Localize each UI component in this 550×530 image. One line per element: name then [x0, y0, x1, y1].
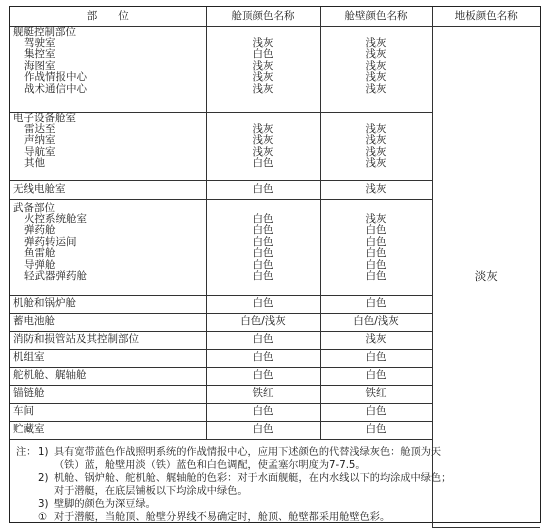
- top-color: 浅灰: [252, 82, 274, 95]
- item-name: 弹药转运间: [24, 235, 77, 248]
- top-color: 浅灰: [252, 59, 274, 72]
- part-name: 消防和损管站及其控制部位: [10, 331, 206, 349]
- wall-color: 浅灰: [320, 331, 432, 349]
- top-color: 白色: [252, 212, 274, 225]
- top-color: 白色: [252, 269, 274, 282]
- item-name: 鱼雷舱: [24, 247, 56, 260]
- part-name: 无线电舱室: [10, 180, 206, 199]
- item-name: 火控系统舱室: [24, 212, 87, 225]
- top-color: 浅灰: [252, 122, 274, 135]
- top-color: 浅灰: [252, 145, 274, 158]
- top-color-cell: [206, 199, 320, 295]
- part-name: 车间: [10, 403, 206, 421]
- note-text: 机舱、锅炉舱、舵机舱、艉轴舱的色彩：对于水面舰艇，在内水线以下的均涂成中绿色；: [54, 472, 452, 484]
- note-item: [16, 446, 536, 459]
- wall-color-cell: [320, 26, 432, 112]
- note-number: 1): [38, 446, 49, 458]
- note-item: [16, 511, 536, 524]
- note-text: 对于潜艇，当舱顶、舱壁分界线不易确定时，舱顶、舱壁都采用舱壁色彩。: [54, 511, 391, 523]
- item-name: 驾驶室: [24, 36, 56, 49]
- part-name: 舵机舱、艉轴舱: [10, 367, 206, 385]
- part-name: 机组室: [10, 349, 206, 367]
- header-wall-color: 舱壁颜色名称: [320, 7, 432, 26]
- top-color: 浅灰: [252, 134, 274, 147]
- wall-color: 白色: [365, 224, 387, 237]
- group-title: 电子设备舱室: [13, 111, 76, 124]
- wall-color: 浅灰: [365, 71, 387, 84]
- table-row: [10, 26, 540, 112]
- top-color: 白色: [252, 224, 274, 237]
- top-color: 白色: [252, 258, 274, 271]
- note-item: [16, 498, 536, 511]
- note-item: [16, 472, 536, 485]
- item-name: 弹药舱: [24, 224, 56, 237]
- item-name: 雷达至: [24, 122, 56, 135]
- item-name: 导航室: [24, 145, 56, 158]
- wall-color: 白色: [320, 349, 432, 367]
- wall-color: 浅灰: [365, 157, 387, 170]
- note-number: 2): [38, 472, 49, 484]
- wall-color: 浅灰: [365, 134, 387, 147]
- part-name: 机舱和锅炉舱: [10, 295, 206, 313]
- top-color: 浅灰: [252, 71, 274, 84]
- item-name: 集控室: [24, 48, 56, 61]
- group-title: 武备部位: [13, 201, 55, 214]
- top-color: 白色: [206, 421, 320, 439]
- wall-color: 白色: [365, 269, 387, 282]
- note-number: ①: [38, 511, 48, 523]
- item-name: 作战情报中心: [24, 71, 87, 84]
- top-color: 白色: [206, 180, 320, 199]
- note-text: 壁脚的颜色为深豆绿。: [54, 498, 156, 510]
- item-name: 导弹舱: [24, 258, 56, 271]
- top-color: 白色: [252, 48, 274, 61]
- notes-label: 注：: [16, 446, 37, 458]
- notes-cell: [10, 439, 540, 527]
- item-name: 其他: [24, 157, 45, 170]
- part-name: 锚链舱: [10, 385, 206, 403]
- wall-color: 白色/浅灰: [320, 313, 432, 331]
- item-name: 战术通信中心: [24, 82, 87, 95]
- notes-row: [10, 439, 540, 527]
- wall-color-cell: [320, 112, 432, 180]
- color-spec-table: [10, 7, 540, 528]
- note-text: （铁）蓝，舱壁用淡（铁）蓝色和白色调配，使孟塞尔明度为7-7.5。: [54, 459, 366, 471]
- item-name: 轻武器弹药舱: [24, 269, 87, 282]
- color-spec-table-sheet: [9, 6, 541, 523]
- part-name: 贮藏室: [10, 421, 206, 439]
- header-floor-color: 地板颜色名称: [432, 7, 540, 26]
- top-color: 铁红: [206, 385, 320, 403]
- header-part: 部 位: [10, 7, 206, 26]
- wall-color: 浅灰: [365, 212, 387, 225]
- floor-color-cell: 淡灰: [432, 26, 540, 527]
- group-cell: [10, 112, 206, 180]
- part-name: 蓄电池舱: [10, 313, 206, 331]
- top-color: 白色: [252, 157, 274, 170]
- top-color: 白色: [206, 367, 320, 385]
- wall-color: 铁红: [320, 385, 432, 403]
- wall-color: 浅灰: [365, 48, 387, 61]
- item-name: 海图室: [24, 59, 56, 72]
- top-color: 白色: [252, 235, 274, 248]
- wall-color: 浅灰: [365, 59, 387, 72]
- group-title: 舰艇控制部位: [13, 25, 76, 38]
- top-color: 白色: [206, 403, 320, 421]
- wall-color: 白色: [320, 295, 432, 313]
- top-color: 白色/浅灰: [206, 313, 320, 331]
- wall-color: 浅灰: [365, 36, 387, 49]
- wall-color: 白色: [320, 367, 432, 385]
- wall-color: 浅灰: [365, 122, 387, 135]
- wall-color: 白色: [320, 421, 432, 439]
- wall-color: 浅灰: [365, 82, 387, 95]
- wall-color: 白色: [365, 258, 387, 271]
- group-cell: [10, 26, 206, 112]
- note-text: 具有宽带蓝色作战照明系统的作战情报中心，应用下述颜色的代替浅绿灰色：舱顶为天: [54, 446, 442, 458]
- item-name: 声纳室: [24, 134, 56, 147]
- note-text: 对于潜艇，在底层铺板以下均涂成中绿色。: [54, 485, 248, 497]
- top-color: 白色: [252, 247, 274, 260]
- top-color-cell: [206, 112, 320, 180]
- top-color: 白色: [206, 331, 320, 349]
- wall-color: 白色: [365, 247, 387, 260]
- top-color: 白色: [206, 295, 320, 313]
- header-top-color: 舱顶颜色名称: [206, 7, 320, 26]
- note-number: 3): [38, 498, 49, 510]
- wall-color-cell: [320, 199, 432, 295]
- group-cell: [10, 199, 206, 295]
- wall-color: 白色: [365, 235, 387, 248]
- top-color-cell: [206, 26, 320, 112]
- header-row: [10, 7, 540, 26]
- top-color: 白色: [206, 349, 320, 367]
- wall-color: 浅灰: [320, 180, 432, 199]
- top-color: 浅灰: [252, 36, 274, 49]
- wall-color: 浅灰: [365, 145, 387, 158]
- wall-color: 白色: [320, 403, 432, 421]
